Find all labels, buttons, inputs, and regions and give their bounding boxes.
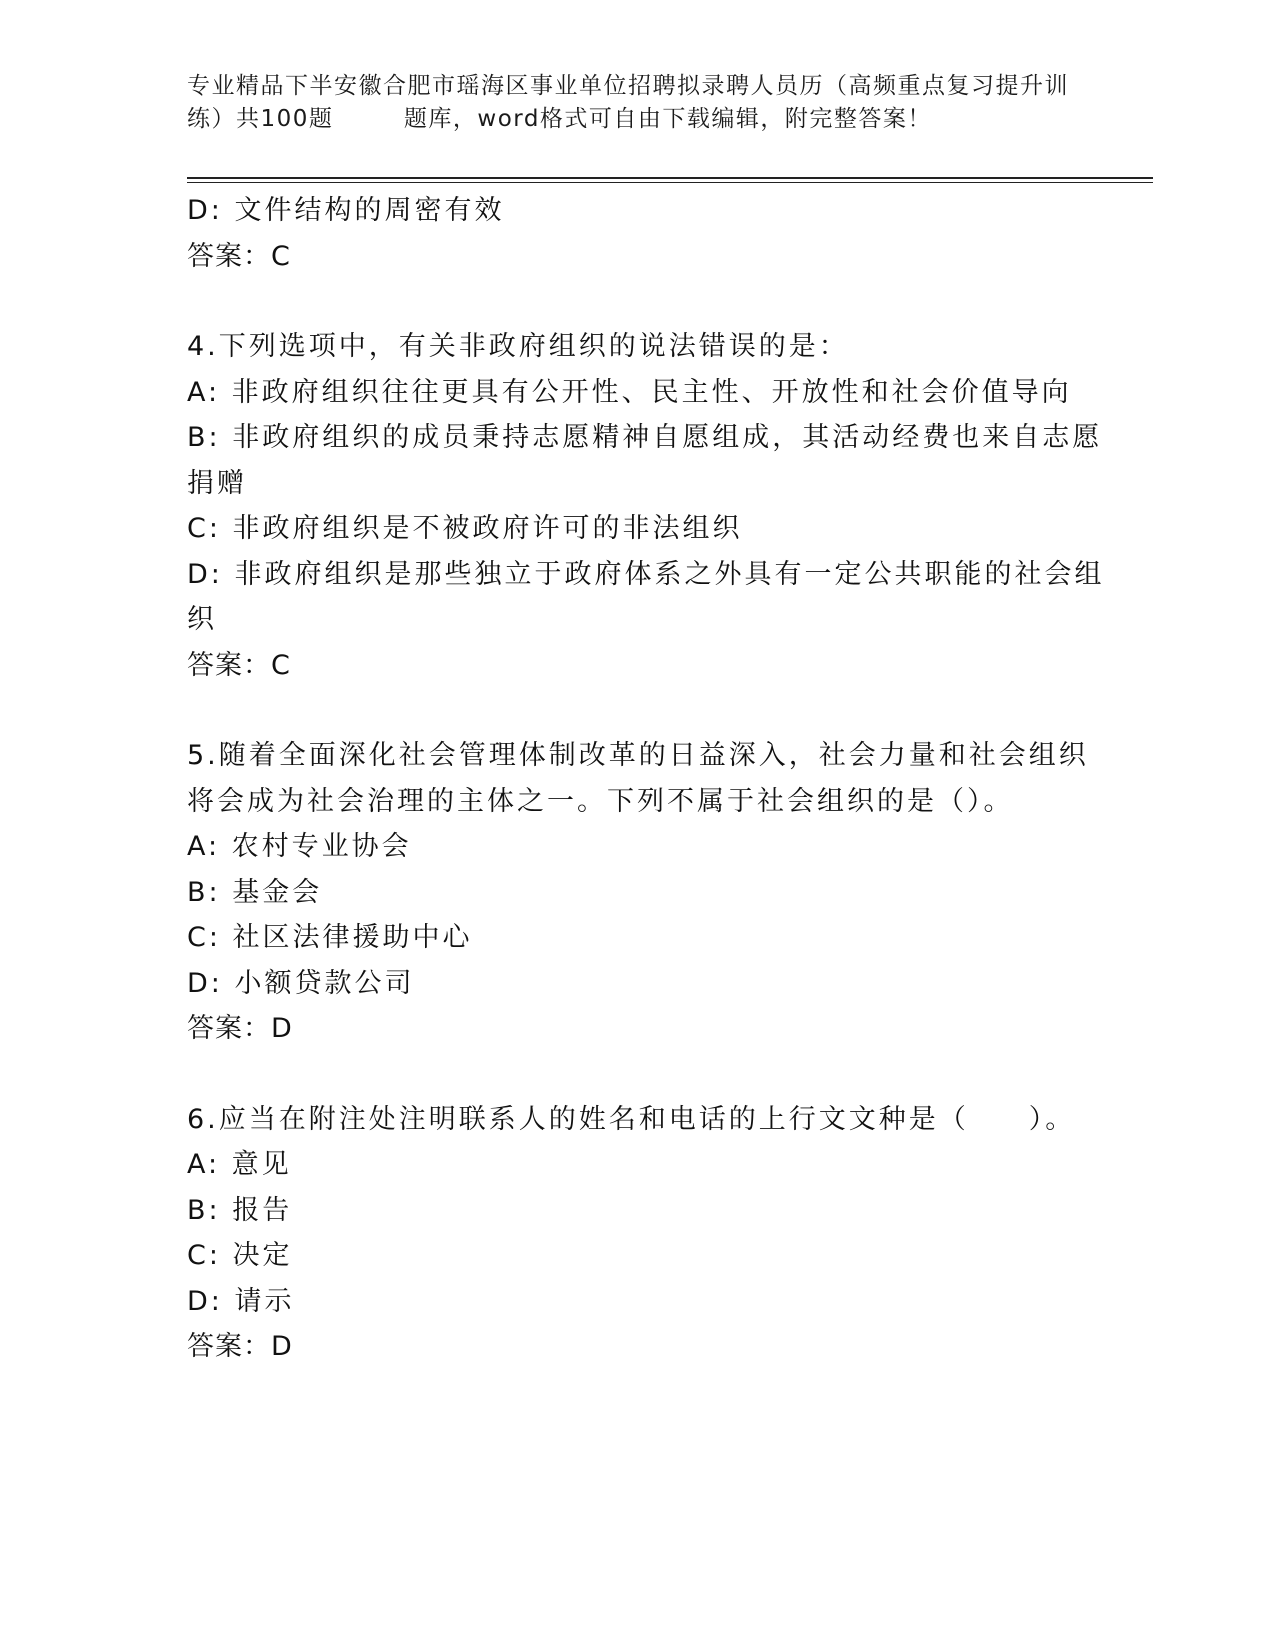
q5-question-line-2: 将会成为社会治理的主体之一。下列不属于社会组织的是（）。 <box>187 785 1014 817</box>
q4-option-d-line-1: D: 非政府组织是那些独立于政府体系之外具有一定公共职能的社会组 <box>187 558 1105 590</box>
question-6 <box>187 1097 1087 1370</box>
page-header <box>187 70 1087 136</box>
q6-option-b: B: 报告 <box>187 1194 293 1226</box>
header-title-line-1: 专业精品下半安徽合肥市瑶海区事业单位招聘拟录聘人员历（高频重点复习提升训 <box>187 73 1069 99</box>
q6-option-d: D: 请示 <box>187 1285 295 1317</box>
q4-question: 4.下列选项中，有关非政府组织的说法错误的是： <box>187 331 849 362</box>
q4-option-a: A: 非政府组织往往更具有公开性、民主性、开放性和社会价值导向 <box>187 376 1072 408</box>
q6-option-a: A: 意见 <box>187 1149 292 1180</box>
q4-option-d-line-2: 织 <box>187 604 217 635</box>
q3-option-d: D: 文件结构的周密有效 <box>187 195 505 226</box>
q4-option-c: C: 非政府组织是不被政府许可的非法组织 <box>187 513 743 544</box>
question-5 <box>187 733 1087 1052</box>
q5-option-c: C: 社区法律援助中心 <box>187 922 473 953</box>
question-4 <box>187 324 1105 688</box>
q6-option-c: C: 决定 <box>187 1240 293 1271</box>
q4-option-b-line-1: B: 非政府组织的成员秉持志愿精神自愿组成，其活动经费也来自志愿 <box>187 422 1103 453</box>
q5-answer: 答案：D <box>187 1013 293 1044</box>
header-divider-thin <box>187 182 1153 183</box>
q5-option-b: B: 基金会 <box>187 876 323 908</box>
document-body <box>187 188 1105 1370</box>
q5-option-d: D: 小额贷款公司 <box>187 967 415 999</box>
q4-option-b-line-2: 捐赠 <box>187 467 247 499</box>
q5-question-line-1: 5.随着全面深化社会管理体制改革的日益深入，社会力量和社会组织 <box>187 740 1089 771</box>
q4-answer: 答案：C <box>187 649 291 681</box>
question-3-tail <box>187 188 1087 279</box>
q6-answer: 答案：D <box>187 1331 293 1362</box>
q3-answer: 答案：C <box>187 240 291 272</box>
q6-question: 6.应当在附注处注明联系人的姓名和电话的上行文文种是（ ）。 <box>187 1103 1076 1135</box>
header-divider-thick <box>187 177 1153 179</box>
q5-option-a: A: 农村专业协会 <box>187 831 412 862</box>
header-title-line-2: 练）共100题 题库，word格式可自由下载编辑，附完整答案！ <box>187 106 932 132</box>
